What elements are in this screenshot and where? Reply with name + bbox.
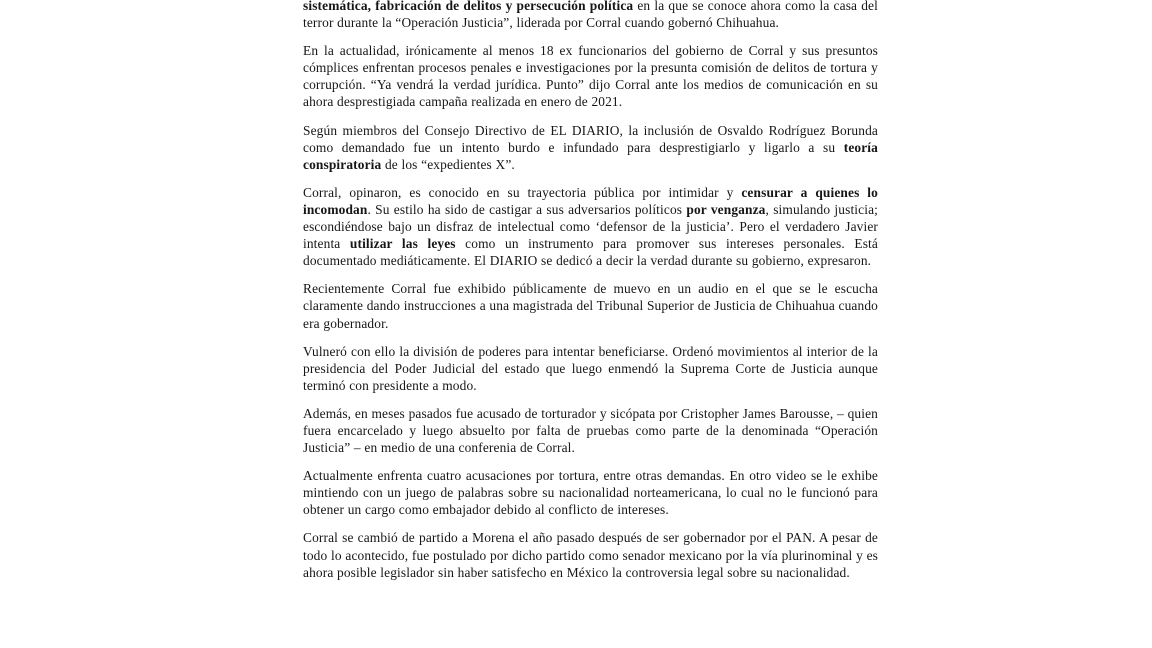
paragraph-p7-ademas [303, 405, 878, 456]
text-run: . Su estilo ha sido de castigar a sus adversarios políticos [367, 201, 687, 217]
paragraph-p2-actualidad [303, 42, 878, 110]
text-run: como un instrumento para promover sus intereses personales. Está documentado mediáticamente. El DIARIO se dedicó a decir la verdad durante su gobierno, expresaron. [303, 236, 878, 269]
emphasis-run: sistemática, fabricación de delitos y persecución política [303, 0, 634, 13]
paragraph-p9-morena [303, 529, 878, 580]
text-run: Vulneró con ello la división de poderes para intentar beneficiarse. Ordenó movimientos al interior de la presidencia del Poder Judicial del estado que luego enmendó la Suprema Corte de Justicia aunque terminó con presidente a modo. [303, 343, 878, 393]
emphasis-run: teoría conspiratoria [303, 139, 878, 172]
text-run: En la actualidad, irónicamente al menos 18 ex funcionarios del gobierno de Corral y sus presuntos cómplices enfrentan procesos penales e investigaciones por la presunta comisión de delitos de tortura y corrupción. “Ya vendrá la verdad jurídica. Punto” dijo Corral ante los medios de comunicación en su ahora desprestigiada campaña realizada en enero de 2021. [303, 43, 878, 110]
text-run: Según miembros del Consejo Directivo de EL DIARIO, la inclusión de Osvaldo Rodríguez Borunda como demandado fue un intento burdo e infundado para desprestigiarlo y ligarlo a su [303, 122, 878, 155]
text-run: Actualmente enfrenta cuatro acusaciones por tortura, entre otras demandas. En otro video se le exhibe mintiendo con un juego de palabras sobre su nacionalidad norteamericana, lo cual no le funcionó para obtener un cargo como embajador debido al conflicto de intereses. [303, 468, 878, 518]
text-run: Recientemente Corral fue exhibido públicamente de muevo en un audio en el que se le escucha claramente dando instrucciones a una magistrada del Tribunal Superior de Justicia de Chihuahua cuando era gobernador. [303, 281, 878, 331]
paragraph-p4-corral-opinaron [303, 184, 878, 269]
emphasis-run: por venganza [686, 201, 766, 217]
text-run: Además, en meses pasados fue acusado de torturador y sicópata por Cristopher James Barousse, – quien fuera encarcelado y luego absuelto por falta de pruebas como parte de la denominada “Operación Justicia” – en medio de una conferenia de Corral. [303, 405, 878, 456]
paragraph-p5-recientemente [303, 280, 878, 331]
paragraph-p6-vulnero [303, 343, 878, 394]
emphasis-run: utilizar las leyes [349, 236, 456, 252]
emphasis-run: censurar a quienes lo incomodan [303, 184, 878, 217]
text-run: , simulando justicia; escondiéndose bajo un disfraz de intelectual como ‘defensor de la justicia’. Pero el verdadero Javier intenta [303, 201, 879, 252]
text-run: Corral, opinaron, es conocido en su trayectoria pública por intimidar y [303, 184, 742, 200]
paragraph-p3-consejo-directivo [303, 122, 878, 173]
paragraph-p8-actualmente [303, 467, 878, 518]
text-run: de los “expedientes X”. [381, 156, 515, 172]
document-text-column [303, 0, 878, 581]
text-run: en la que se conoce ahora como la casa del terror durante la “Operación Justicia”, liderada por Corral cuando gobernó Chihuahua. [303, 0, 878, 31]
text-run: Corral se cambió de partido a Morena el año pasado después de ser gobernador por el PAN. A pesar de todo lo acontecido, fue postulado por dicho partido como senador mexicano por la vía plurinominal y es ahora posible legislador sin haber satisfecho en México la controversia legal sobre su nacionalidad. [303, 530, 878, 580]
paragraph-p1-sistematica [303, 0, 878, 31]
